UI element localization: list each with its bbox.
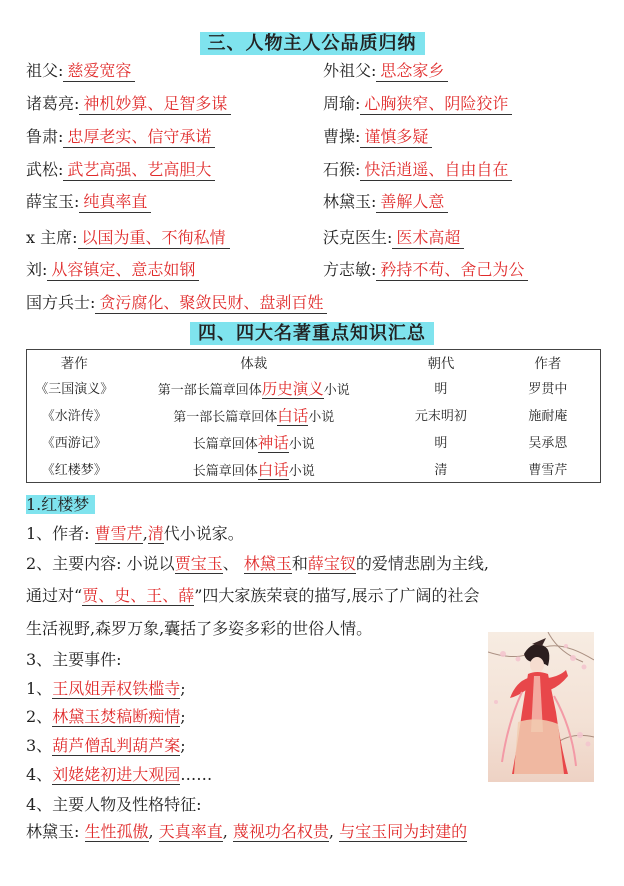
trait-answer: 矜持不苟、舍己为公 [376, 260, 528, 281]
person-label: 薛宝玉: [26, 192, 80, 211]
trait-answer: 忠厚老实、信守承诺 [63, 127, 215, 148]
author-answer: 曹雪芹 [94, 524, 143, 543]
person-label: 方志敏: [323, 260, 377, 279]
event-item: 4、刘姥姥初进大观园…… [26, 765, 213, 784]
section3-title: 三、人物主人公品质归纳 [0, 29, 624, 55]
hlm-author-line: 1、作者: 曹雪芹,清代小说家。 [26, 524, 244, 543]
lady-illustration [488, 632, 594, 782]
person-label: 石猴: [323, 160, 361, 179]
trait-answer: 从容镇定、意志如钢 [47, 260, 199, 281]
trait-answer: 思念家乡 [376, 61, 448, 82]
characters-label: 4、主要人物及性格特征: [26, 795, 202, 814]
book-cell: 《水浒传》 [41, 409, 107, 424]
person-label: 周瑜: [323, 94, 361, 113]
table-row [27, 428, 601, 455]
person-label: x 主席: [26, 228, 78, 247]
hlm-heading: 1.红楼梦 [26, 490, 95, 520]
table-row [27, 455, 601, 483]
hlm-content-line3: 生活视野,森罗万象,囊括了多姿多彩的世俗人情。 [26, 619, 373, 638]
genre-cell: 第一部长篇章回体历史演义小说 [157, 379, 350, 398]
trait-answer: 贪污腐化、聚敛民财、盘剥百姓 [95, 293, 327, 314]
trait-entry [323, 158, 512, 182]
trait-entry [26, 59, 135, 83]
dynasty-answer: 清 [147, 524, 164, 543]
trait-answer: 谨慎多疑 [360, 127, 432, 148]
person-label: 林黛玉: [323, 192, 377, 211]
table-row [27, 374, 601, 401]
lady-painting-icon [488, 632, 594, 782]
trait-answer: 善解人意 [376, 192, 448, 213]
person-label: 鲁肃: [26, 127, 64, 146]
section4-title: 四、四大名著重点知识汇总 [0, 319, 624, 345]
author-cell: 罗贯中 [528, 382, 568, 397]
header-author: 作者 [534, 356, 562, 372]
event-item: 3、葫芦僧乱判葫芦案; [26, 736, 186, 755]
dynasty-cell: 清 [434, 463, 448, 478]
trait-entry [26, 158, 215, 182]
trait-answer: 武艺高强、艺高胆大 [63, 160, 215, 181]
table-row [27, 401, 601, 428]
event-item: 1、王凤姐弄权铁槛寺; [26, 679, 186, 698]
book-cell: 《西游记》 [41, 436, 107, 451]
trait-answer: 神机妙算、足智多谋 [79, 94, 231, 115]
person-label: 武松: [26, 160, 64, 179]
person-label: 沃克医生: [323, 228, 393, 247]
trait-answer: 慈爱宽容 [63, 61, 135, 82]
book-cell: 《红楼梦》 [41, 463, 107, 478]
author-cell: 吴承恩 [528, 436, 568, 451]
dynasty-cell: 明 [434, 436, 448, 451]
trait-entry [323, 258, 528, 282]
person-label: 国方兵士: [26, 293, 96, 312]
genre-cell: 长篇章回体神话小说 [192, 433, 315, 452]
author-cell: 施耐庵 [528, 409, 568, 424]
book-cell: 《三国演义》 [35, 382, 114, 397]
genre-cell: 第一部长篇章回体白话小说 [173, 406, 335, 425]
author-cell: 曹雪芹 [528, 463, 568, 478]
table-header-row [27, 350, 601, 375]
lin-daiyu-line: 林黛玉: 生性孤傲, 天真率直, 蔑视功名权贵, 与宝玉同为封建的 [26, 822, 468, 841]
trait-entry [323, 92, 512, 116]
trait-entry [26, 291, 327, 315]
header-genre: 体裁 [240, 356, 268, 372]
trait-entry [323, 59, 448, 83]
header-dynasty: 朝代 [427, 356, 455, 372]
trait-entry [323, 190, 448, 214]
hlm-content-line2: 通过对“贾、史、王、薛”四大家族荣衰的描写,展示了广阔的社会 [26, 586, 480, 605]
trait-answer: 纯真率直 [79, 192, 151, 213]
trait-answer: 医术高超 [392, 228, 464, 249]
hlm-content-line1: 2、主要内容: 小说以贾宝玉、 林黛玉和薛宝钗的爱情悲剧为主线, [26, 554, 489, 573]
classics-table [26, 349, 601, 483]
events-label: 3、主要事件: [26, 650, 122, 669]
person-label: 曹操: [323, 127, 361, 146]
person-label: 诸葛亮: [26, 94, 80, 113]
trait-entry [26, 190, 151, 214]
header-book: 著作 [60, 356, 88, 372]
trait-answer: 以国为重、不徇私情 [78, 228, 230, 249]
trait-entry [26, 226, 230, 250]
event-item: 2、林黛玉焚稿断痴情; [26, 707, 186, 726]
genre-cell: 长篇章回体白话小说 [192, 460, 315, 479]
person-label: 祖父: [26, 61, 64, 80]
person-label: 刘: [26, 260, 48, 279]
trait-answer: 心胸狭窄、阴险狡诈 [360, 94, 512, 115]
dynasty-cell: 元末明初 [414, 409, 467, 424]
trait-answer: 快活逍遥、自由自在 [360, 160, 512, 181]
trait-entry [26, 258, 199, 282]
person-label: 外祖父: [323, 61, 377, 80]
trait-entry [26, 125, 215, 149]
trait-entry [323, 226, 464, 250]
trait-entry [323, 125, 432, 149]
trait-entry [26, 92, 231, 116]
dynasty-cell: 明 [434, 382, 448, 397]
